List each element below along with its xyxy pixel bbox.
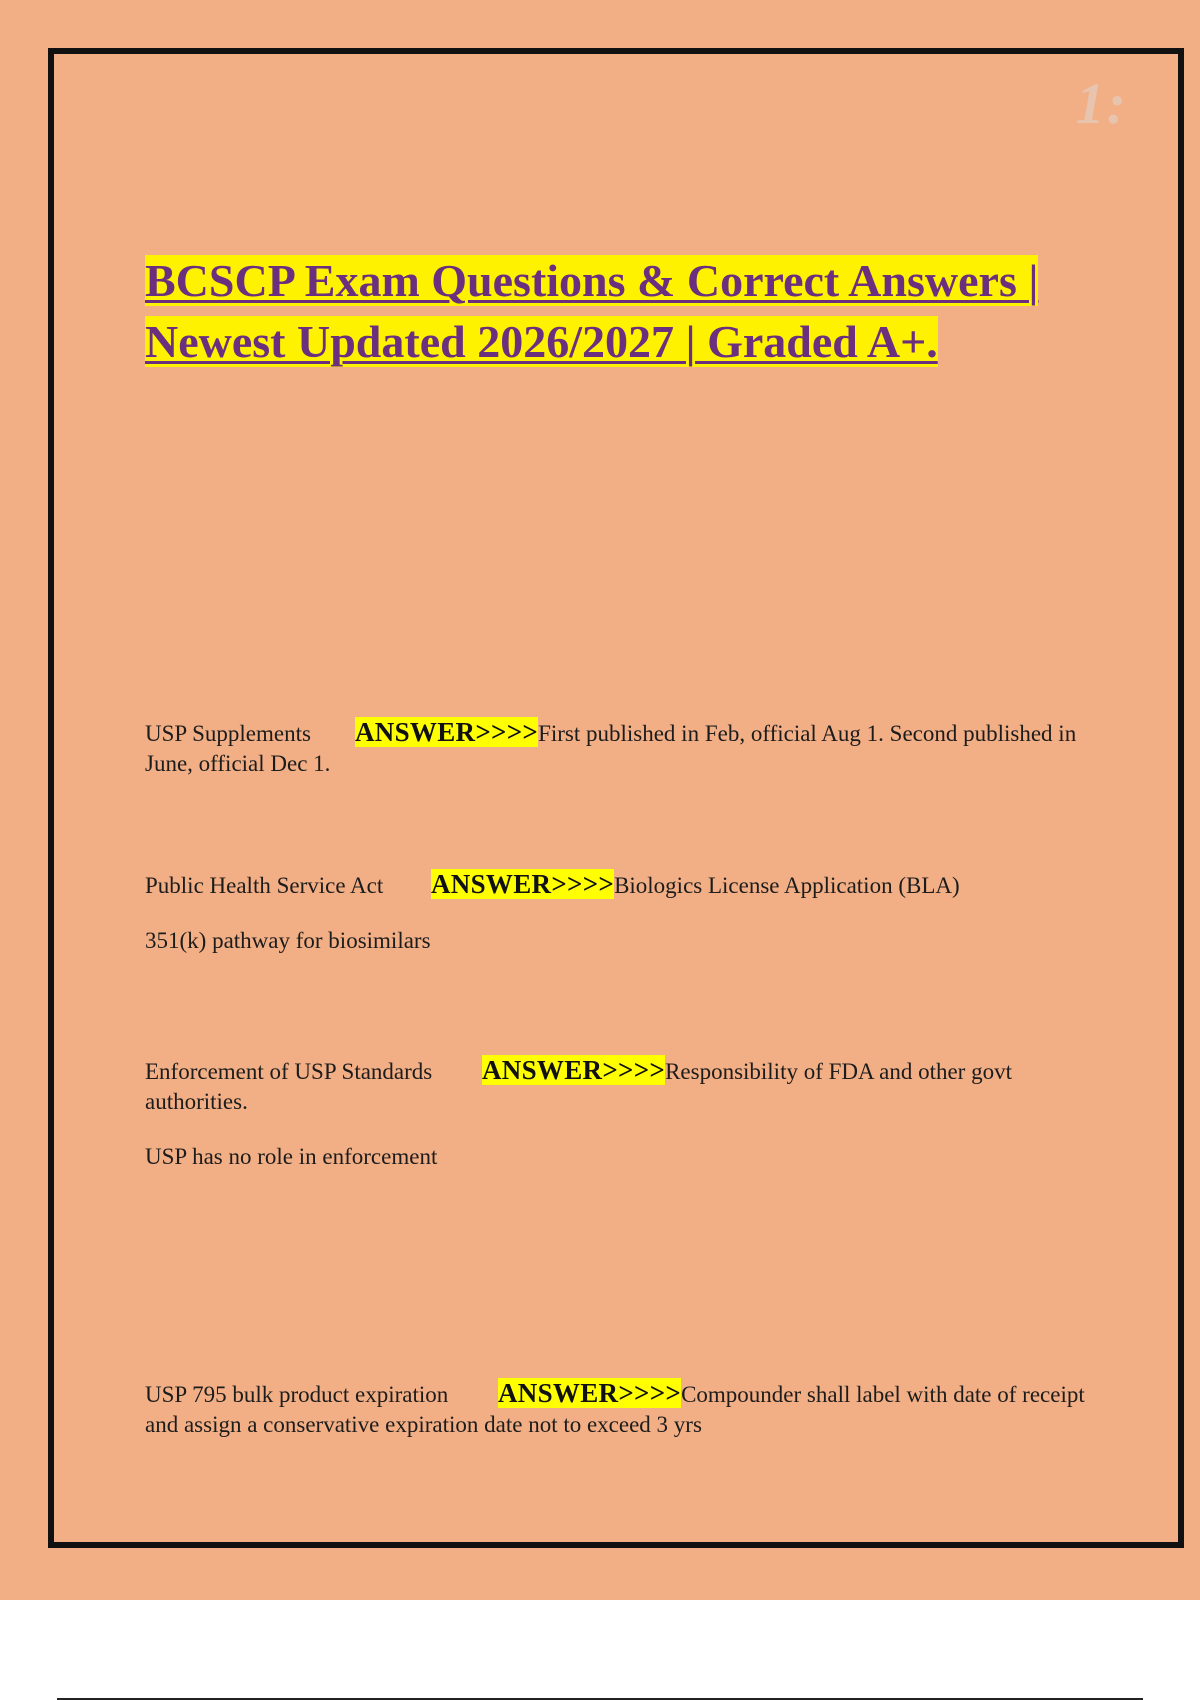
- answer-extra-text: USP has no role in enforcement: [145, 1144, 438, 1169]
- answer-extra-text: 351(k) pathway for biosimilars: [145, 928, 431, 953]
- title-line-1: BCSCP Exam Questions & Correct Answers |: [145, 255, 1039, 306]
- answer-tag: ANSWER>>>>: [431, 869, 615, 899]
- qa-entry: [145, 717, 1105, 779]
- qa-entry: [145, 1378, 1105, 1440]
- answer-tag: ANSWER>>>>: [355, 717, 539, 747]
- answer-text: Biologics License Application (BLA): [614, 873, 960, 898]
- answer-text: Compounder shall label with date of receipt and assign a conservative expiration date not to exceed 3 yrs: [145, 1382, 1085, 1437]
- answer-tag: ANSWER>>>>: [482, 1055, 666, 1085]
- question-text: USP Supplements: [145, 721, 311, 746]
- qa-entry: [145, 869, 1105, 956]
- question-text: Public Health Service Act: [145, 873, 384, 898]
- qa-paragraph: [145, 1378, 1105, 1440]
- title-line-2: Newest Updated 2026/2027 | Graded A+.: [145, 316, 938, 367]
- qa-paragraph: [145, 1055, 1105, 1117]
- qa-entry: [145, 1055, 1105, 1172]
- document-title: [145, 250, 1105, 372]
- answer-text: Responsibility of FDA and other govt authorities.: [145, 1059, 1012, 1114]
- qa-paragraph: [145, 869, 1105, 901]
- page-number: 1:: [1075, 71, 1128, 136]
- question-text: USP 795 bulk product expiration: [145, 1382, 449, 1407]
- answer-tag: ANSWER>>>>: [498, 1378, 682, 1408]
- question-text: Enforcement of USP Standards: [145, 1059, 433, 1084]
- answer-text: First published in Feb, official Aug 1. Second published in June, official Dec 1.: [145, 721, 1077, 776]
- qa-paragraph: [145, 717, 1105, 779]
